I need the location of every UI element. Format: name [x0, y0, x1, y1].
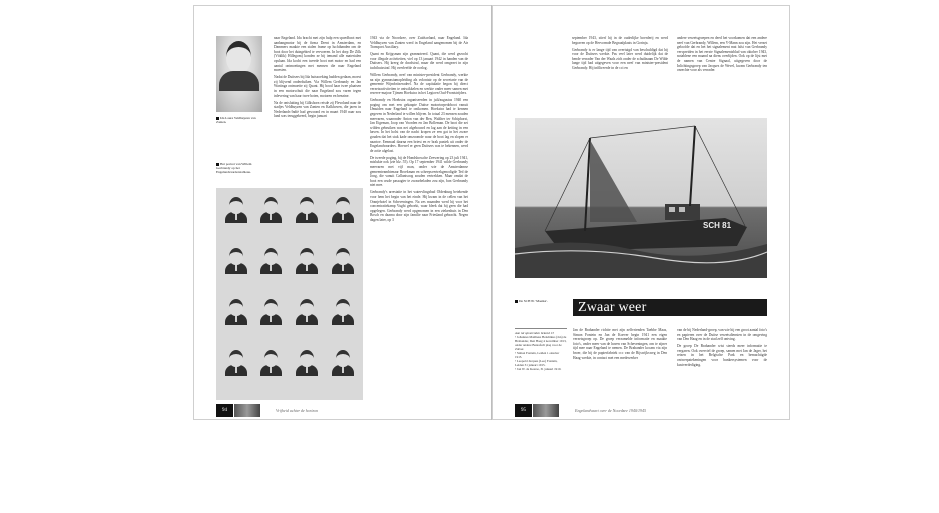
- tableau-portrait: [223, 296, 249, 325]
- sidebar-heading: Aan tal opvarenden bekend 13: [515, 331, 554, 335]
- paragraph: Quant en Krijgsman zijn geannoteerd. Quant, die werd gezocht voor illegale activiteiten, viel op 13 januari 1942 in handen van de Duitsers. Hij kreeg de doodstraf, maar die werd omgezet in zijn tuchthuisstraf. Hij overleefde de oorlog.: [370, 52, 468, 70]
- sidebar-entry: • Leopold Jacques (Leo) Fontein, Leiden 31 januari 1915.: [515, 359, 558, 367]
- ship-hull-label: SCH 81: [703, 221, 732, 230]
- right-page: [492, 5, 790, 420]
- right-column-2: [677, 36, 767, 75]
- tableau-portrait: [258, 296, 284, 325]
- portrait-caption-text: Ida Laura Veldhuyzen van Zanten.: [216, 116, 256, 125]
- tableau-portrait: [223, 245, 249, 274]
- footer-title-text: Vrijheid achter de horizon: [276, 408, 319, 413]
- left-column-2: [370, 36, 468, 225]
- bullet-icon: [515, 300, 518, 303]
- sidebar-entry: • Johannes Mattheus Hendrikus (Jan) de Brabander, Den Haag 4 november 1913, onder andere Bataafsch plaq voor de Zuiver.: [515, 335, 567, 351]
- paragraph: De groep De Brabander wist steeds meer informatie te vergaren. Ook overviel de groep, samen met Jan de Jager, het reizen in het Belgische Park en bemachtigde ontwerpatekeningen voor bunkersystemen voor de kustverdediging.: [677, 344, 767, 367]
- portrait-face: [226, 41, 251, 73]
- portrait-photo: [216, 36, 262, 112]
- paragraph: van de bij Nederland-groep, van wie hij een groot aantal foto's en papieren over de Duitse verzetsdiensten in de omgeving van Den Haag en in de stad zelf ontving.: [677, 328, 767, 342]
- ship-caption: [515, 299, 575, 303]
- crew-sidebar: [515, 328, 567, 371]
- paragraph: Gerbrandy en Hoekstra organiseerden in juli/augustus 1940 een poging om met een gekaapte Duitse motortorpedoboot vanuit IJmuiden naar Engeland te ontkomen. Hoekstra had te kennen gegeven in Nederland te willen blijven. In totaal 23 mensen zouden meevaren, waaronder Anton van der Ben, Walther ter Schiphorst, Jan Eigeman, Joop van Voorden en Jan Bolleman. De boot die zei wilden gebruiken was net afgebouwd en lag aan de ketting in een haven. In het holst van de nacht kropen ze een gat in het zware gouden dat het stuk kade omzoomde waar de boot lag en slopen er naartoe. Eenmaal daarna een briest en er brak paniek uit onder de Engelandvaarders. Hoewel er geen Duitsers was te bekennen, werd de actie afgelast.: [370, 98, 468, 153]
- sidebar-entry: • Simon Fontein, Leiden 1 oktober 1915.: [515, 351, 560, 359]
- footer-title-text: Engelandvaart over de Noordzee 1940/1945: [575, 408, 646, 413]
- book-spread: [193, 5, 790, 420]
- left-page: [193, 5, 492, 420]
- paragraph: De tweede poging, bij de Hondsbossche Zeewering op 23 juli 1941, mislukte ook (zie blz. 55). Op 17 september 1941 wilde Gerbrandy meevaren met vijf man, onder wie de Amsterdamse gemeenteambtenaar Broekman en scheepsvertrekgenodigde Ted de Jong, die vanuit Callantsoog zouden vertrekken. Maar omdat de boot een crude passagier te zwaarbeladen zou zijn, bon Gerbrandy niet mee.: [370, 155, 468, 188]
- paragraph: 1943 via de Noordzee, over Zuidsorland, naar Engeland. Ida Veldhuyzen van Zanten werd in Engeland aangenomen bij de Air Transport Auxiliary.: [370, 36, 468, 50]
- ship-photo: [515, 118, 767, 278]
- section-heading: [573, 299, 767, 316]
- tableau-portrait: [294, 245, 320, 274]
- tableau-portrait: [294, 296, 320, 325]
- tableau-portrait: [330, 347, 356, 376]
- left-column-1: [274, 36, 361, 121]
- paragraph: september 1943, stierf hij in de ouderlijke boerderij en werd begraven op de Hervormde Begraafplaats in Gorinja.: [572, 36, 668, 45]
- tableau-portrait: [223, 347, 249, 376]
- tableau-portrait: [330, 245, 356, 274]
- group-caption: [216, 162, 264, 175]
- page-number: 94: [222, 408, 227, 413]
- paragraph: Willem Gerbrandy, neef van minister-president Gerbrandy, werkte na zijn gymnasiumopleiding als volontair op de secretarie van de gemeente Wijmbritseradeel. Na de capitulatie begon hij direct verzetsactiviteiten te ontwikkelen en werkte onder meer samen met reserve-majoor Tjimen Hoekstra in het Legioen Oud-Frontstrijders.: [370, 72, 468, 96]
- footer-image: [234, 404, 260, 417]
- paragraph: andere verzetsgroepen en deed het voorkomen dat een andere neef van Gerbrandy, Willem, een V-Mann zou zijn. Het verzet geloofde dat en het het signalement mat falsi van Gerbrandy verspreiden in het eerste Signalementsblad van oktober 1943, notablene een maand na diens overlijden. Ook op de lijst met de namen van Centre Signaal, uitgegeven door de Inlichtingsgroep van Jacques de Wevel, kwam Gerbrandy ten onrechte voor als verrader.: [677, 36, 767, 73]
- page-number: 95: [521, 408, 526, 413]
- sidebar-entry: • Jan W. de Keerse, 31 januari 1910.: [515, 367, 562, 371]
- paragraph: Na de ontsluiting bij Gilkshorn reisde zij Flevoland naar de stadjes Veldhuyzen van Zanten en Kalkhoven, die jaren in Nederlands-Indië had gewoond en in maart 1940 naar zou land was teruggekeerd, begin januari: [274, 100, 361, 119]
- tableau-portrait: [258, 194, 284, 223]
- paragraph: Nadat de Duitsers bij Ida huiszoeking hadden gedaan, moest zij blijvend onderduiken. Via Willem Gerbrandy en Jan Wartinga ontmoette zij Quant. Hij bood haar twee plaatsen in een motorschuit die naar Engeland zou varen tegen inlevering van haar twee boten, motoren en benzine.: [274, 75, 361, 98]
- tableau-portrait: [258, 245, 284, 274]
- portrait-caption: [216, 116, 264, 124]
- fishing-boat-illustration: [515, 118, 767, 278]
- group-caption-text: Het portret van Willem Gerbrandy op het Engelandvaarderstableau.: [216, 162, 252, 175]
- portrait-tableau: [216, 188, 363, 400]
- paragraph: Jan de Brabander richtte met zijn zelfvrienden Taebbe Maas, Simon Fontein en Jan de Koever begin 1941 een eigen verzetsgroep op. De groep verzamelde informatie en maakte foto's, onder meer van de haven van Scheveningen, om te zijner tijd mee naar Engeland te nemen. De Brabander kocam via zijn broer, die bij de papierfabriek ccc van de Rijswijksweg in Den Haag werkte, in contact met een medewerker: [573, 328, 667, 360]
- right-column-3: [573, 328, 667, 363]
- page-number-box: [515, 404, 532, 417]
- right-column-4: [677, 328, 767, 370]
- footer-title: [276, 408, 318, 413]
- paragraph: Gerbrandy's arrestatie in het watervlingsbad Oldenburg betekende voor hem het begin van het einde. Hij kwam in de cellen van het Oranjehotel in Scheveningen. Na zes maanden werd hij voor het concentratiekamp Vught geboekt, waar bleek dat hij geen die had opgelegen. Gerbrandy werd opgenomen in een ziekenhuis in Den Bosch en daarna door zijn familie naar Friesland gebracht. Negen dagen later, op 3: [370, 190, 468, 222]
- tableau-portrait: [294, 194, 320, 223]
- paragraph: naar Engeland. Ida bracht met zijn hulp een spoedboot met aanhangmotor bij de firma Drent in Amsterdam, en Dammers maakte een stalen frame op luchtbanden om de boot door het duingebied te vervoeren. In het dorp De Zilk (Vöklik) Hillegom) konden ze bij iemand alle materialen opslaan. Ida kocht een tweede boot met motor en had een aantal ontmoetingen met mensen die naar Engeland moesten.: [274, 36, 361, 73]
- tableau-portrait: [330, 194, 356, 223]
- footer-title: [575, 408, 646, 413]
- section-heading-text: Zwaar weer: [578, 300, 647, 315]
- right-column-1: [572, 36, 668, 73]
- tableau-portrait: [223, 194, 249, 223]
- paragraph: Gerbrandy is er lange tijd van overtuigd van beschuldigd dat hij voor de Duitsers werkte. Pas veel later werd duidelijk dat de bende verrader Van der Waals zich onder de schuilnaam De Wilde lange tijd had uitgegeven voor een neef van minister-president Gerbrandy. Hij infiltreerde in de cci en: [572, 47, 668, 70]
- portrait-torso: [219, 71, 259, 91]
- tableau-portrait: [330, 296, 356, 325]
- ship-caption-text: De SCH 81 'Maeika'.: [519, 299, 548, 303]
- footer-image: [533, 404, 559, 417]
- page-number-box: [216, 404, 233, 417]
- tableau-portrait: [258, 347, 284, 376]
- tableau-portrait: [294, 347, 320, 376]
